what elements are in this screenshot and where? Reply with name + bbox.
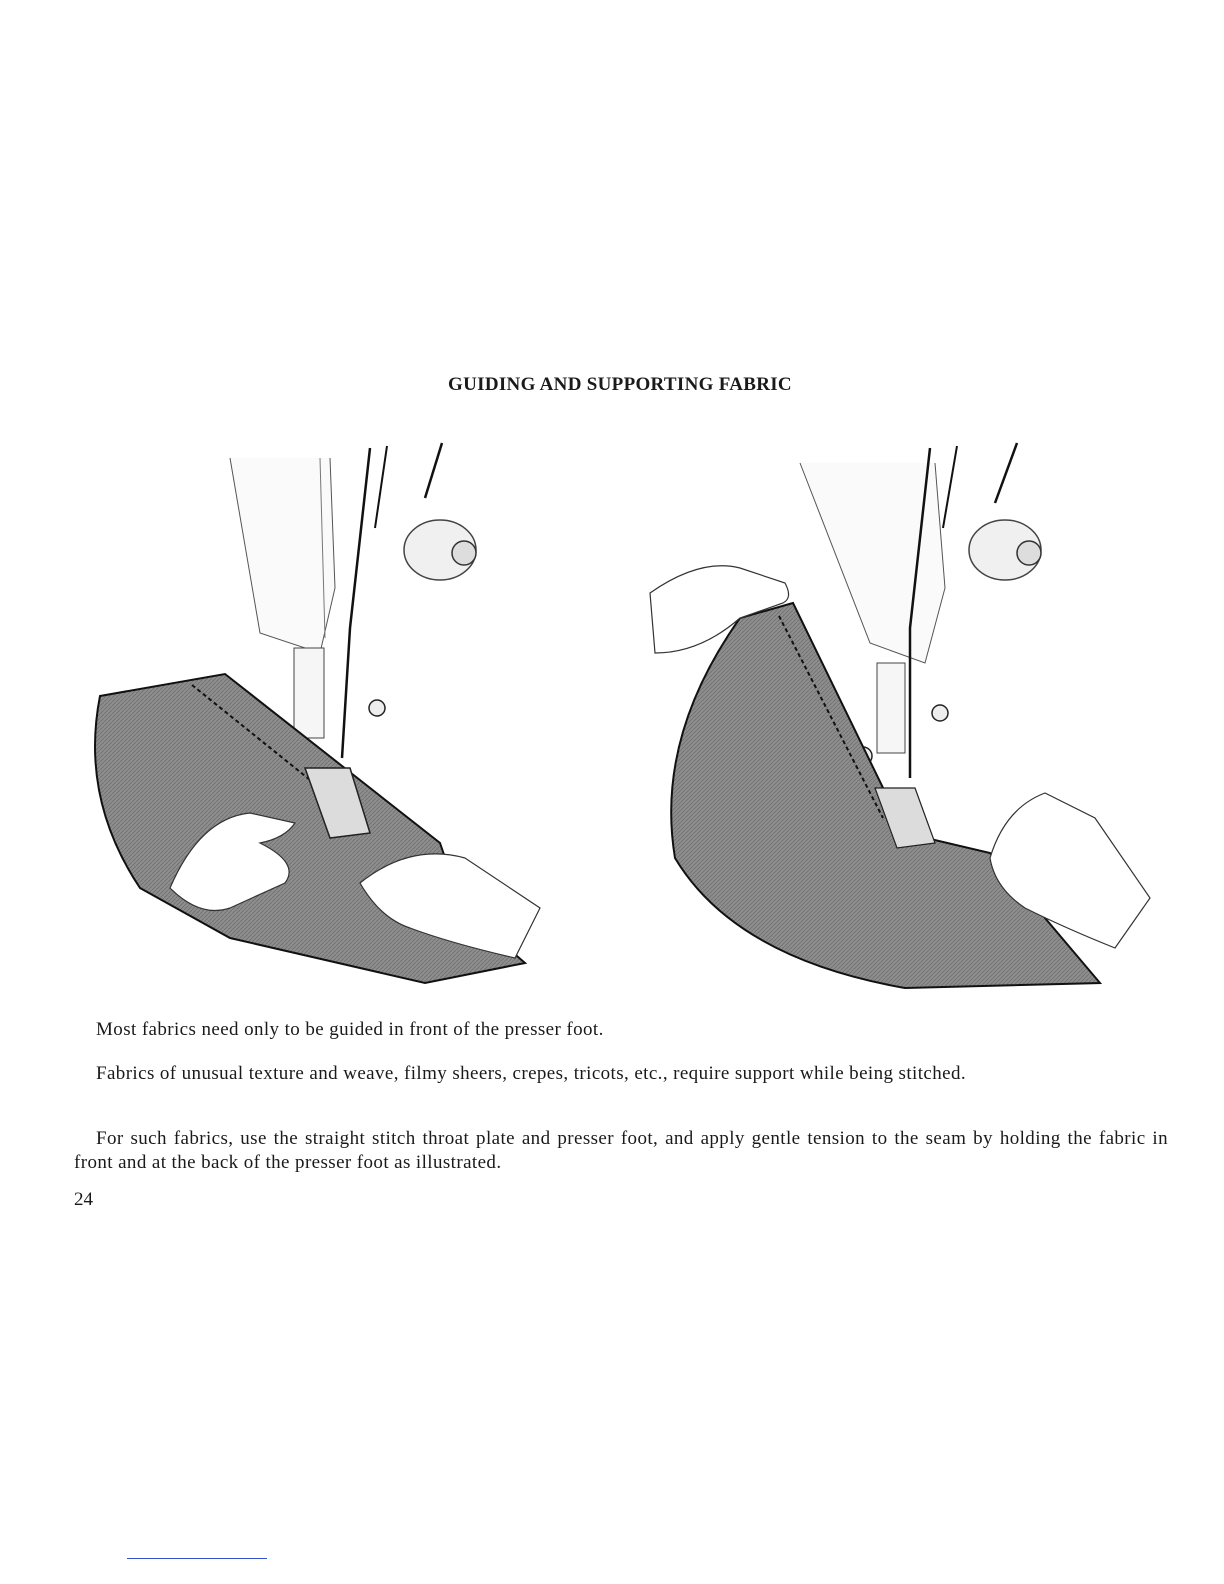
divider	[127, 1558, 267, 1559]
paragraph-guiding: Most fabrics need only to be guided in front of the presser foot.	[96, 1019, 604, 1040]
supporting-fabric-illustration	[645, 438, 1165, 998]
paragraph-tension: For such fabrics, use the straight stitch throat plate and presser foot, and apply gentle tension to the seam by holding the fabric in front and at the back of the presser foot as illustrated.	[74, 1128, 1168, 1173]
page-title: GUIDING AND SUPPORTING FABRIC	[448, 374, 792, 395]
paragraph-support: Fabrics of unusual texture and weave, filmy sheers, crepes, tricots, etc., require support while being stitched.	[96, 1063, 966, 1084]
page-number: 24	[74, 1189, 93, 1210]
guiding-fabric-illustration	[80, 438, 560, 998]
